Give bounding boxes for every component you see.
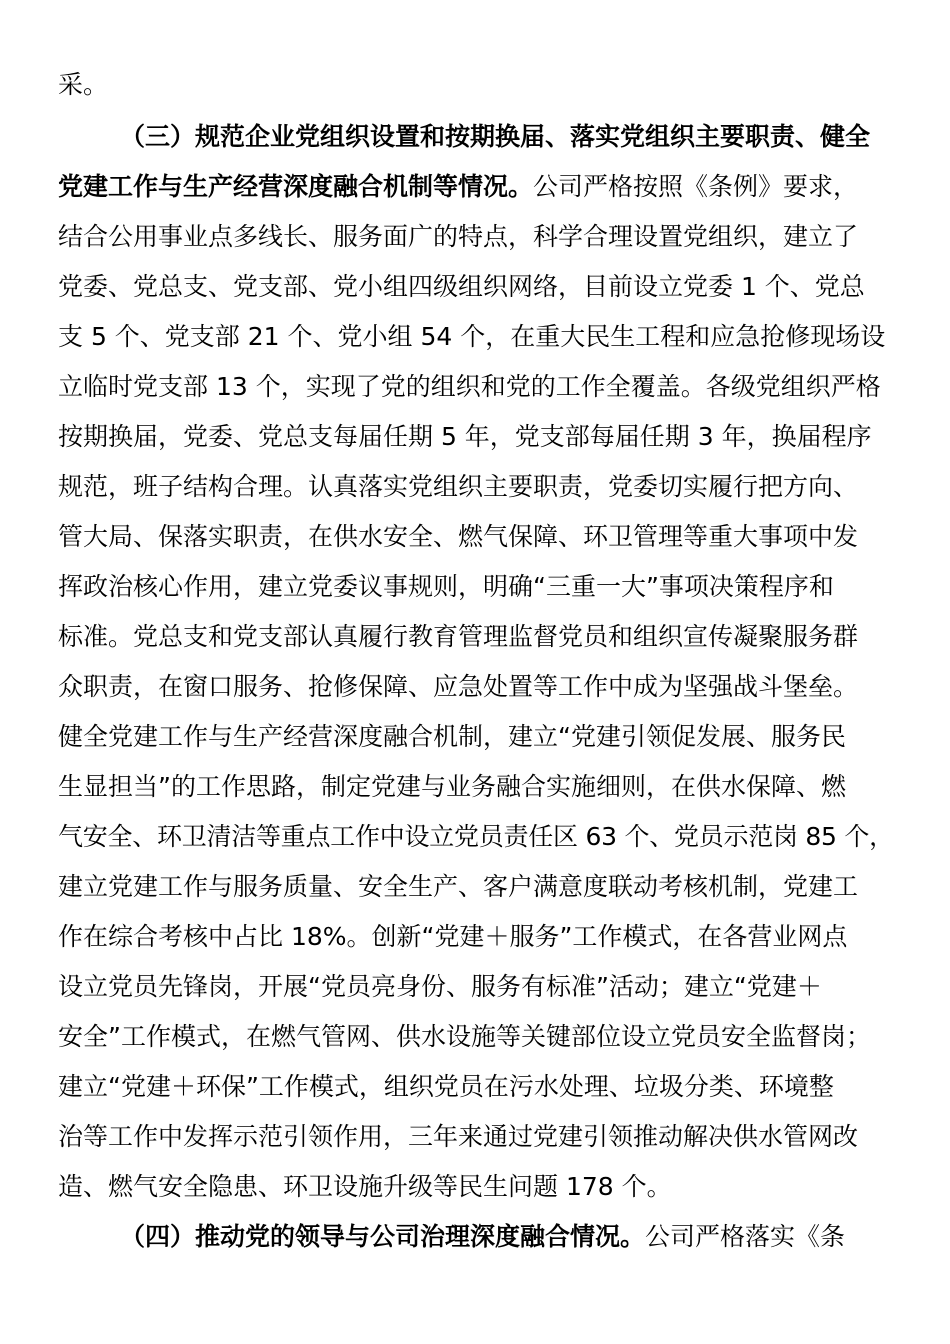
paragraph-line bbox=[58, 412, 894, 462]
paragraph-line bbox=[58, 512, 894, 562]
paragraph-line bbox=[58, 1112, 894, 1162]
body-text: 治等工作中发挥示范引领作用，三年来通过党建引领推动解决供水管网改 bbox=[58, 1122, 859, 1151]
body-text: 规范，班子结构合理。认真落实党组织主要职责，党委切实履行把方向、 bbox=[58, 472, 859, 501]
paragraph-line bbox=[58, 462, 894, 512]
paragraph-line bbox=[58, 1012, 894, 1062]
body-text: 安全”工作模式，在燃气管网、供水设施等关键部位设立党员安全监督岗； bbox=[58, 1022, 871, 1051]
body-text: 作在综合考核中占比 18%。创新“党建＋服务”工作模式，在各营业网点 bbox=[58, 922, 848, 951]
paragraph-line bbox=[58, 912, 894, 962]
paragraph-line bbox=[58, 612, 894, 662]
paragraph-line bbox=[58, 162, 894, 212]
body-text: 造、燃气安全隐患、环卫设施升级等民生问题 178 个。 bbox=[58, 1172, 672, 1201]
body-text: 按期换届，党委、党总支每届任期 5 年，党支部每届任期 3 年，换届程序 bbox=[58, 422, 872, 451]
body-text: 党委、党总支、党支部、党小组四级组织网络，目前设立党委 1 个、党总 bbox=[58, 272, 865, 301]
paragraph-line bbox=[58, 662, 894, 712]
section-heading-4: （四）推动党的领导与公司治理深度融合情况。 bbox=[120, 1222, 646, 1251]
paragraph-line bbox=[58, 812, 894, 862]
paragraph-line bbox=[58, 562, 894, 612]
paragraph-line bbox=[58, 712, 894, 762]
body-text: 管大局、保落实职责，在供水安全、燃气保障、环卫管理等重大事项中发 bbox=[58, 522, 859, 551]
body-text: 采。 bbox=[58, 70, 109, 99]
body-text: 支 5 个、党支部 21 个、党小组 54 个，在重大民生工程和应急抢修现场设 bbox=[58, 322, 886, 351]
paragraph-line bbox=[58, 1062, 894, 1112]
body-text: 公司严格按照《条例》要求， bbox=[533, 172, 859, 201]
paragraph-line bbox=[58, 1162, 894, 1212]
section-heading-line bbox=[120, 1212, 894, 1262]
body-text: 众职责，在窗口服务、抢修保障、应急处置等工作中成为坚强战斗堡垒。 bbox=[58, 672, 859, 701]
body-text: 标准。党总支和党支部认真履行教育管理监督党员和组织宣传凝聚服务群 bbox=[58, 622, 859, 651]
body-text: 设立党员先锋岗，开展“党员亮身份、服务有标准”活动；建立“党建＋ bbox=[58, 972, 822, 1001]
section-heading-3-continued: 党建工作与生产经营深度融合机制等情况。 bbox=[58, 172, 534, 201]
paragraph-line bbox=[58, 312, 894, 362]
body-text: 挥政治核心作用，建立党委议事规则，明确“三重一大”事项决策程序和 bbox=[58, 572, 834, 601]
paragraph-line bbox=[58, 262, 894, 312]
paragraph-line bbox=[58, 862, 894, 912]
body-text: 生显担当”的工作思路，制定党建与业务融合实施细则，在供水保障、燃 bbox=[58, 772, 846, 801]
section-heading-line bbox=[120, 112, 894, 162]
section-heading-3: （三）规范企业党组织设置和按期换届、落实党组织主要职责、健全 bbox=[120, 122, 871, 151]
body-text: 结合公用事业点多线长、服务面广的特点，科学合理设置党组织，建立了 bbox=[58, 222, 859, 251]
paragraph-line bbox=[58, 762, 894, 812]
paragraph-line bbox=[58, 212, 894, 262]
body-text: 立临时党支部 13 个，实现了党的组织和党的工作全覆盖。各级党组织严格 bbox=[58, 372, 881, 401]
paragraph-line bbox=[58, 60, 894, 110]
body-text: 建立党建工作与服务质量、安全生产、客户满意度联动考核机制，党建工 bbox=[58, 872, 859, 901]
paragraph-line bbox=[58, 962, 894, 1012]
paragraph-line bbox=[58, 362, 894, 412]
body-text: 健全党建工作与生产经营深度融合机制，建立“党建引领促发展、服务民 bbox=[58, 722, 846, 751]
body-text: 公司严格落实《条 bbox=[645, 1222, 846, 1251]
body-text: 气安全、环卫清洁等重点工作中设立党员责任区 63 个、党员示范岗 85 个， bbox=[58, 822, 894, 851]
body-text: 建立“党建＋环保”工作模式，组织党员在污水处理、垃圾分类、环境整 bbox=[58, 1072, 834, 1101]
